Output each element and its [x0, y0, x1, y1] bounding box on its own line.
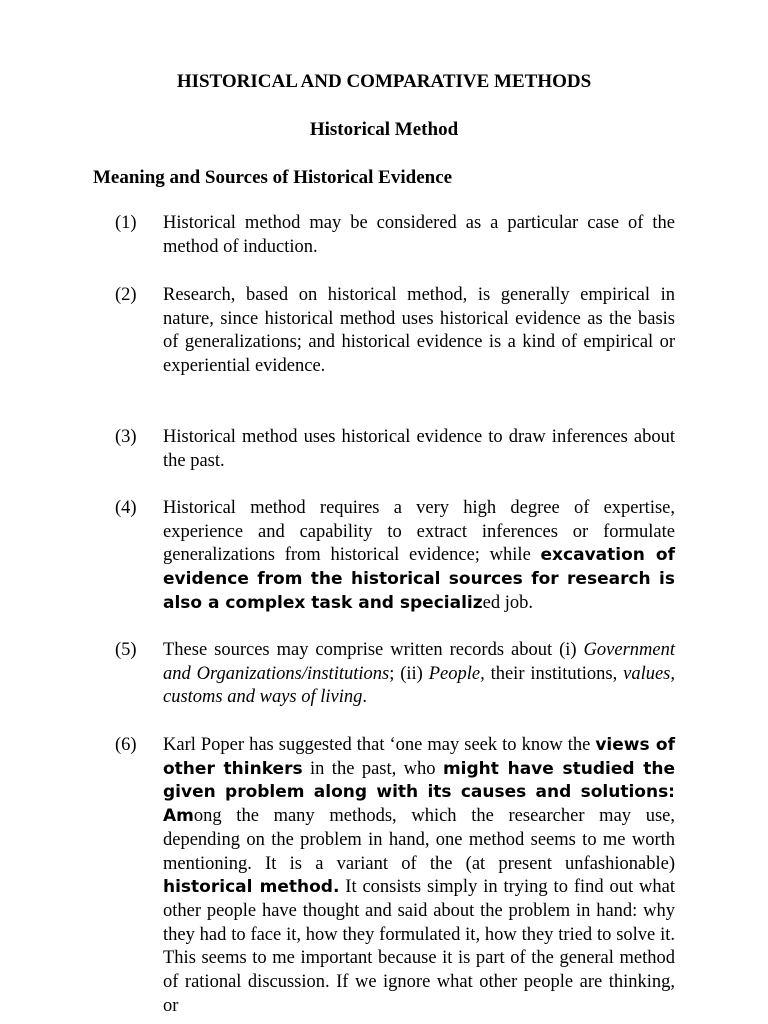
text-run: Karl Poper has suggested that ‘one may seek to know the [163, 735, 596, 755]
text-run: These sources may comprise written records about (i) [163, 640, 584, 660]
text-run: ong the many methods, which the researcher may use, depending on the problem in hand, one method seems to me worth mentioning. It is a variant of the (at present unfashionable) [163, 806, 675, 874]
item-number: (3) [115, 427, 137, 447]
item-text: Historical method uses historical evidence to draw inferences about the past. [163, 427, 675, 471]
section-heading: Meaning and Sources of Historical Evidence [93, 167, 453, 188]
text-run: It consists simply in trying to find out what other people have thought and said about the problem in hand: why they had to face it, how they formulated it, how they tried to solve it. This seems to me important because it is part of the general method of rational discussion. If we ignore what other people are thinking, or [163, 877, 675, 1016]
bold-text-run: views of other thinkers [163, 735, 675, 779]
item-number: (2) [115, 285, 137, 305]
page-subtitle: Historical Method [309, 119, 459, 140]
item-number: (6) [115, 735, 137, 755]
text-run: ed job. [482, 592, 533, 613]
italic-text-run: Government and Organizations/institutions [163, 640, 675, 684]
italic-text-run: People, [428, 663, 485, 684]
text-run: Historical method requires a very high degree of expertise, experience and capability to extract inferences or formulate generalizations from historical evidence; while [163, 498, 675, 566]
page-title: HISTORICAL AND COMPARATIVE METHODS [176, 71, 592, 92]
text-run: their institutions, [484, 663, 624, 684]
text-run: ; (ii) [389, 663, 429, 684]
item-number: (5) [115, 640, 137, 660]
bold-text-run: excavation of evidence from the historical sources for research is also a complex task and specializ [163, 545, 675, 613]
item-text [163, 639, 675, 710]
item-text: Historical method may be considered as a particular case of the method of induction. [163, 213, 675, 257]
item-text [163, 497, 675, 616]
item-number: (4) [115, 498, 137, 518]
bold-text-run: historical method. [163, 877, 340, 898]
item-text [163, 734, 675, 1018]
item-number: (1) [115, 213, 137, 233]
text-run: . [362, 687, 368, 708]
bold-text-run: might have studied the given problem along with its causes and solutions: Am [163, 758, 676, 827]
italic-text-run: values, customs and ways of living [163, 663, 675, 708]
item-text: Research, based on historical method, is generally empirical in nature, since historical method uses historical evidence as the basis of generalizations; and historical evidence is a kind of empirical or experiential evidence. [163, 285, 675, 377]
text-run: in the past, who [302, 758, 443, 779]
